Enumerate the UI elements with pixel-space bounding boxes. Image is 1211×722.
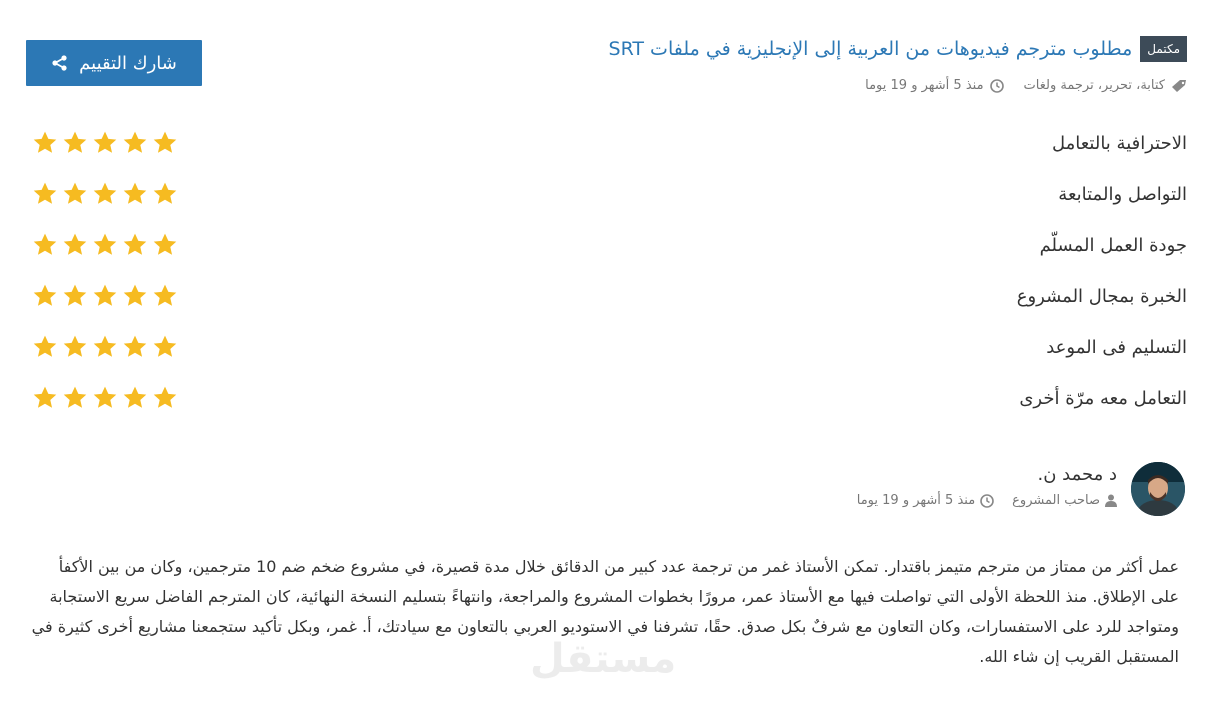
star-icon <box>152 334 178 360</box>
rating-row <box>24 281 1187 332</box>
rating-row <box>24 230 1187 281</box>
rating-label: التسليم فى الموعد <box>1046 337 1187 358</box>
project-meta <box>865 78 1187 93</box>
star-rating <box>32 181 178 207</box>
star-icon <box>92 130 118 156</box>
star-rating <box>32 130 178 156</box>
star-icon <box>152 130 178 156</box>
clock-icon <box>990 79 1004 93</box>
reviewer-time: منذ 5 أشهر و 19 يوما <box>856 493 976 508</box>
star-icon <box>62 334 88 360</box>
rating-label: الاحترافية بالتعامل <box>1051 133 1187 154</box>
star-rating <box>32 232 178 258</box>
reviewer-block <box>857 462 1185 516</box>
rating-label: التواصل والمتابعة <box>1058 184 1187 205</box>
star-icon <box>122 181 148 207</box>
tags-icon <box>1171 79 1187 93</box>
star-icon <box>152 232 178 258</box>
star-icon <box>122 385 148 411</box>
star-icon <box>92 385 118 411</box>
star-icon <box>32 334 58 360</box>
star-icon <box>62 181 88 207</box>
project-time: منذ 5 أشهر و 19 يوما <box>865 78 984 93</box>
ratings-list <box>24 128 1187 434</box>
star-rating <box>32 283 178 309</box>
star-icon <box>62 385 88 411</box>
project-tags[interactable]: كتابة، تحرير، ترجمة ولغات <box>1023 78 1165 93</box>
star-icon <box>92 283 118 309</box>
star-icon <box>32 130 58 156</box>
star-icon <box>92 232 118 258</box>
star-icon <box>92 334 118 360</box>
rating-row <box>24 383 1187 434</box>
project-title-row <box>609 36 1187 62</box>
star-icon <box>32 283 58 309</box>
star-icon <box>62 232 88 258</box>
avatar[interactable] <box>1131 462 1185 516</box>
share-rating-button[interactable] <box>26 40 202 86</box>
clock-icon <box>980 494 994 508</box>
share-button-label: شارك التقييم <box>79 52 177 74</box>
reviewer-meta <box>857 493 1117 508</box>
star-icon <box>152 385 178 411</box>
rating-label: التعامل معه مرّة أخرى <box>1019 388 1187 409</box>
rating-row <box>24 332 1187 383</box>
star-icon <box>32 385 58 411</box>
star-icon <box>122 232 148 258</box>
rating-label: الخبرة بمجال المشروع <box>1016 286 1187 307</box>
rating-label: جودة العمل المسلّم <box>1039 235 1187 256</box>
rating-row <box>24 128 1187 179</box>
avatar-image <box>1131 462 1185 516</box>
star-icon <box>122 130 148 156</box>
star-icon <box>32 181 58 207</box>
star-rating <box>32 334 178 360</box>
star-icon <box>152 181 178 207</box>
star-icon <box>152 283 178 309</box>
reviewer-name[interactable]: د محمد ن. <box>1037 464 1117 485</box>
rating-row <box>24 179 1187 230</box>
review-text: عمل أكثر من ممتاز من مترجم متيمز باقتدار. تمكن الأستاذ غمر من ترجمة عدد كبير من الدقائق خلال مدة قصيرة، في مشروع ضخم ضم 10 مترجمين، وكان من بين الأكفأ على الإطلاق. منذ اللحظة الأولى التي تواصلت فيها مع الأستاذ عمر، مرورًا بخطوات المشروع والمراجعة، وانتهاءً بتسليم النسخة النهائية، كان المترجم الفاضل سريع الاستجابة ومتواجد للرد على الاستفسارات، وكان التعاون مع شرفٌ بكل صدق. حقًا، تشرفنا في الاستوديو العربي بالتعاون مع سيادتك، أ. غمر، وبكل تأكيد ستجمعنا مشاريع أخرى كثيرة في المستقبل القريب إن شاء الله. <box>31 557 1179 666</box>
star-icon <box>122 283 148 309</box>
project-title-link[interactable]: مطلوب مترجم فيديوهات من العربية إلى الإنجليزية في ملفات SRT <box>608 38 1133 60</box>
user-icon <box>1105 494 1117 507</box>
watermark: مستقل <box>530 636 677 682</box>
star-icon <box>32 232 58 258</box>
share-icon <box>51 54 69 72</box>
star-icon <box>62 283 88 309</box>
star-icon <box>92 181 118 207</box>
star-rating <box>32 385 178 411</box>
reviewer-role: صاحب المشروع <box>1012 493 1100 508</box>
status-badge: مكتمل <box>1140 36 1187 62</box>
star-icon <box>122 334 148 360</box>
star-icon <box>62 130 88 156</box>
